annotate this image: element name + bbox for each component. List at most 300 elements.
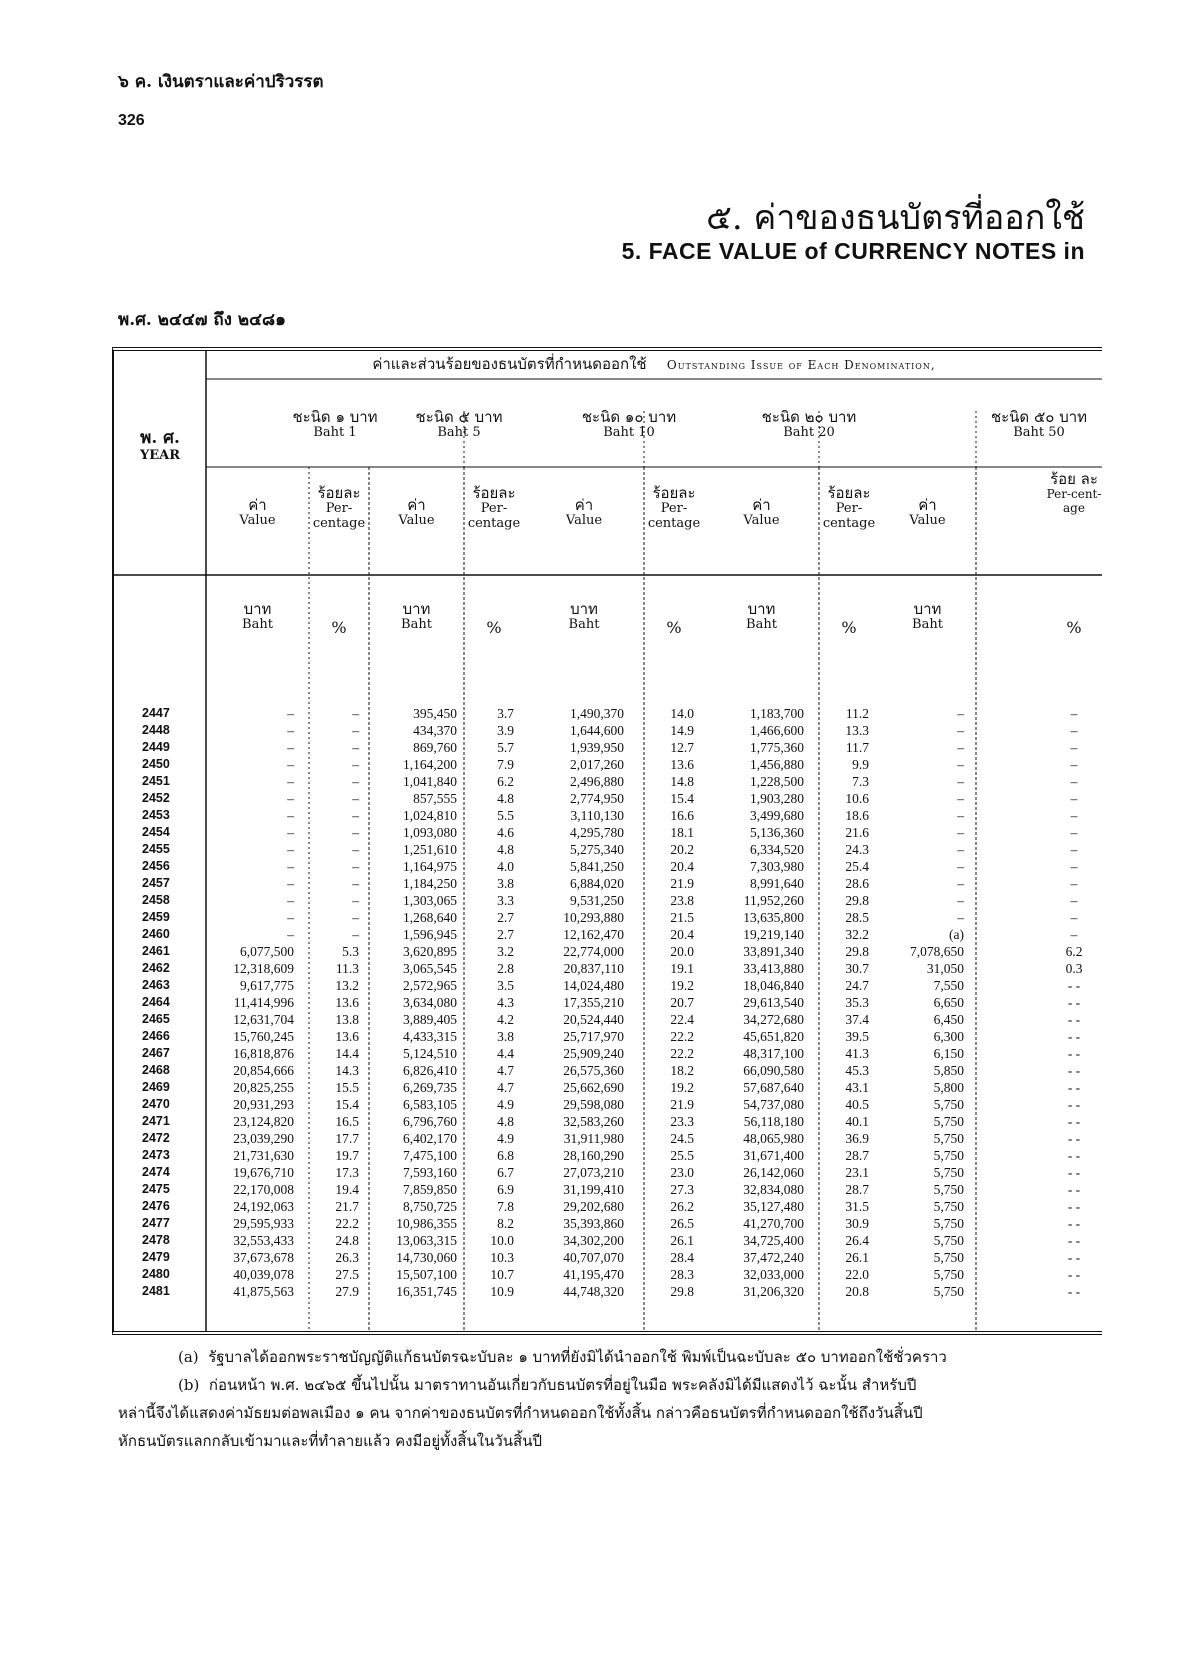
unit-thai: บาท <box>913 600 942 618</box>
value-header-eng: Value <box>398 513 435 529</box>
table-cell: - - <box>1067 1148 1081 1163</box>
table-cell: 3.2 <box>497 944 514 959</box>
table-cell: 29,613,540 <box>743 995 804 1010</box>
table-cell: 28.6 <box>845 876 869 891</box>
table-cell: 20.8 <box>845 1284 869 1299</box>
outstanding-header <box>206 355 1102 373</box>
unit-b50 <box>879 601 976 633</box>
table-cell: 10.0 <box>490 1233 514 1248</box>
table-cell: 28.7 <box>845 1182 869 1197</box>
table-cell: 21.7 <box>335 1199 359 1214</box>
table-cell: 1,184,250 <box>403 876 457 891</box>
table-cell: 41.3 <box>845 1046 869 1061</box>
table-cell: 5,275,340 <box>570 842 624 857</box>
table-cell: 17.3 <box>335 1165 359 1180</box>
unit-b20-pct: % <box>841 618 857 637</box>
table-cell: - - <box>1067 1080 1081 1095</box>
table-cell: – <box>1070 876 1078 891</box>
table-cell: 1,939,950 <box>570 740 624 755</box>
table-cell: 20,854,666 <box>233 1063 294 1078</box>
footnote-a-mark: (a) <box>178 1348 199 1366</box>
table-cell: 24,192,063 <box>233 1199 294 1214</box>
table-cell: – <box>957 910 964 925</box>
table-cell: 1,456,880 <box>750 757 804 772</box>
table-cell: 37,472,240 <box>743 1250 804 1265</box>
table-cell: 45.3 <box>845 1063 869 1078</box>
baht10-value-column <box>524 705 624 1300</box>
table-cell: 3.8 <box>497 876 514 891</box>
table-cell: – <box>1070 910 1078 925</box>
table-cell: 25.5 <box>670 1148 694 1163</box>
table-cell: 23,039,290 <box>233 1131 294 1146</box>
table-cell: 1,775,360 <box>750 740 804 755</box>
table-cell: 14.3 <box>335 1063 359 1078</box>
table-cell: – <box>352 774 359 789</box>
table-cell: 2473 <box>142 1148 170 1162</box>
table-cell: 1,903,280 <box>750 791 804 806</box>
b10-pct-header <box>644 485 704 532</box>
currency-notes-table <box>112 347 1102 1335</box>
table-cell: – <box>287 740 294 755</box>
table-cell: 15.5 <box>335 1080 359 1095</box>
table-cell: 16.5 <box>335 1114 359 1129</box>
year-header-thai: พ. ศ. <box>140 428 180 448</box>
table-cell: 20,825,255 <box>233 1080 294 1095</box>
table-cell: 1,228,500 <box>750 774 804 789</box>
table-cell: 11.7 <box>845 740 869 755</box>
table-cell: 36.9 <box>845 1131 869 1146</box>
table-cell: 7,475,100 <box>403 1148 457 1163</box>
table-cell: 2.7 <box>497 910 514 925</box>
table-cell: 22.2 <box>670 1046 694 1061</box>
table-cell: 1,183,700 <box>750 706 804 721</box>
table-cell: 5,750 <box>933 1250 964 1265</box>
table-cell: 2451 <box>142 774 170 788</box>
table-cell: 24.3 <box>845 842 869 857</box>
table-cell: 2472 <box>142 1131 170 1145</box>
table-cell: 35,393,860 <box>563 1216 624 1231</box>
unit-b5 <box>369 601 464 633</box>
table-cell: 13.6 <box>335 1029 359 1044</box>
table-cell: 9,617,775 <box>240 978 294 993</box>
table-cell: 5,136,360 <box>750 825 804 840</box>
table-cell: 28.4 <box>670 1250 694 1265</box>
denom-10-eng: Baht 10 <box>603 425 655 441</box>
table-cell: 3,620,895 <box>403 944 457 959</box>
footnote-b-text1: ก่อนหน้า พ.ศ. ๒๔๖๕ ขึ้นไปนั้น มาตราทานอันเกี่ยวกับธนบัตรที่อยู่ในมือ พระคลังมิได้มีแสดงไว้ ฉะนั้น สำหรับปี <box>208 1376 917 1394</box>
pct-header-thai: ร้อยละ <box>472 484 516 502</box>
table-cell: 18.6 <box>845 808 869 823</box>
table-cell: 16.6 <box>670 808 694 823</box>
table-cell: 2454 <box>142 825 170 839</box>
table-cell: 56,118,180 <box>743 1114 804 1129</box>
denom-1-thai: ชะนิด ๑ บาท <box>292 408 378 426</box>
table-cell: 7.8 <box>497 1199 514 1214</box>
table-cell: 6,884,020 <box>570 876 624 891</box>
year-header-eng: YEAR <box>139 447 181 463</box>
table-cell: – <box>352 893 359 908</box>
page-number: 326 <box>118 112 145 129</box>
table-cell: – <box>287 774 294 789</box>
table-cell: 40.1 <box>845 1114 869 1129</box>
table-cell: 28.7 <box>845 1148 869 1163</box>
table-cell: 6,150 <box>933 1046 964 1061</box>
table-cell: 26.1 <box>845 1250 869 1265</box>
table-cell: 5,750 <box>933 1182 964 1197</box>
table-cell: 10.3 <box>490 1250 514 1265</box>
table-cell: 2463 <box>142 978 170 992</box>
table-cell: 24.5 <box>670 1131 694 1146</box>
table-cell: (a) <box>949 927 964 942</box>
table-cell: 1,041,840 <box>403 774 457 789</box>
table-cell: 10.7 <box>490 1267 514 1282</box>
table-cell: 29,595,933 <box>233 1216 294 1231</box>
table-cell: 41,270,700 <box>743 1216 804 1231</box>
table-cell: 41,195,470 <box>563 1267 624 1282</box>
table-cell: 20.4 <box>670 927 694 942</box>
table-cell: – <box>352 876 359 891</box>
table-cell: 10.9 <box>490 1284 514 1299</box>
table-cell: - - <box>1067 1097 1081 1112</box>
table-cell: 24.7 <box>845 978 869 993</box>
table-cell: 2450 <box>142 757 170 771</box>
table-cell: 2448 <box>142 723 170 737</box>
value-header-eng: Value <box>565 513 603 529</box>
b1-pct-header <box>309 485 369 532</box>
table-cell: – <box>1070 740 1078 755</box>
table-cell: – <box>287 876 294 891</box>
value-header-eng: Value <box>909 513 946 529</box>
unit-b10 <box>524 601 644 633</box>
table-cell: 2481 <box>142 1284 170 1298</box>
table-cell: 31.5 <box>845 1199 869 1214</box>
table-cell: – <box>1070 723 1078 738</box>
table-cell: 8.2 <box>497 1216 514 1231</box>
denom-5-thai: ชะนิด ๕ บาท <box>415 408 503 426</box>
table-cell: 31,050 <box>926 961 964 976</box>
table-cell: 2476 <box>142 1199 170 1213</box>
table-cell: 20.0 <box>670 944 694 959</box>
table-cell: 2453 <box>142 808 170 822</box>
table-cell: 1,164,200 <box>403 757 457 772</box>
b50-value-header <box>879 497 976 529</box>
table-cell: 22.4 <box>670 1012 694 1027</box>
footnote-b-line3: หักธนบัตรแลกกลับเข้ามาและที่ทำลายแล้ว คงมีอยู่ทั้งสิ้นในวันสิ้นปี <box>118 1432 542 1450</box>
table-cell: 19.2 <box>670 1080 694 1095</box>
table-cell: 2447 <box>142 706 170 720</box>
table-cell: – <box>352 740 359 755</box>
table-cell: - - <box>1067 978 1081 993</box>
table-cell: 4.2 <box>497 1012 514 1027</box>
denom-50-thai: ชะนิด ๕๐ บาท <box>990 408 1088 426</box>
table-cell: – <box>1070 893 1078 908</box>
table-cell: 28.5 <box>845 910 869 925</box>
table-cell: – <box>287 825 294 840</box>
table-cell: - - <box>1067 1046 1081 1061</box>
table-cell: 19.4 <box>335 1182 359 1197</box>
table-cell: – <box>957 791 964 806</box>
table-cell: 16,818,876 <box>233 1046 294 1061</box>
table-cell: 1,093,080 <box>403 825 457 840</box>
table-cell: 869,760 <box>413 740 457 755</box>
table-cell: 21.5 <box>670 910 694 925</box>
table-cell: 2479 <box>142 1250 170 1264</box>
table-cell: 7.3 <box>852 774 869 789</box>
table-cell: 11,952,260 <box>743 893 804 908</box>
table-cell: – <box>352 859 359 874</box>
table-cell: 10,293,880 <box>563 910 624 925</box>
table-cell: 26.4 <box>845 1233 869 1248</box>
table-cell: 23.1 <box>845 1165 869 1180</box>
table-cell: 33,891,340 <box>743 944 804 959</box>
unit-eng: Baht <box>568 617 600 633</box>
table-cell: 27.9 <box>335 1284 359 1299</box>
table-cell: 6,402,170 <box>403 1131 457 1146</box>
year-column <box>142 705 192 1300</box>
baht1-value-column <box>206 705 294 1300</box>
table-cell: – <box>287 723 294 738</box>
value-header-thai: ค่า <box>918 496 937 514</box>
table-cell: – <box>352 757 359 772</box>
table-cell: 28,160,290 <box>563 1148 624 1163</box>
table-cell: 13.3 <box>845 723 869 738</box>
table-cell: 1,268,640 <box>403 910 457 925</box>
table-cell: 6,269,735 <box>403 1080 457 1095</box>
unit-eng: Baht <box>746 617 777 633</box>
table-cell: 6.2 <box>1065 944 1083 959</box>
table-cell: 7.9 <box>497 757 514 772</box>
table-cell: 3,634,080 <box>403 995 457 1010</box>
table-cell: 6.9 <box>497 1182 514 1197</box>
table-cell: 14,024,480 <box>563 978 624 993</box>
table-cell: 2456 <box>142 859 170 873</box>
table-cell: 11.3 <box>335 961 359 976</box>
table-cell: 6,300 <box>933 1029 964 1044</box>
table-cell: 4,295,780 <box>570 825 624 840</box>
table-cell: 6,796,760 <box>403 1114 457 1129</box>
table-cell: 2,496,880 <box>570 774 624 789</box>
table-cell: – <box>352 723 359 738</box>
table-cell: 23,124,820 <box>233 1114 294 1129</box>
table-cell: 25,717,970 <box>563 1029 624 1044</box>
table-cell: 5,750 <box>933 1114 964 1129</box>
table-cell: - - <box>1067 995 1081 1010</box>
b1-value-header <box>206 497 309 529</box>
table-cell: 12.7 <box>670 740 694 755</box>
table-cell: 2464 <box>142 995 170 1009</box>
pct-header-eng-last: Per-cent-age <box>1046 487 1102 516</box>
table-cell: 1,024,810 <box>403 808 457 823</box>
table-cell: 18.1 <box>670 825 694 840</box>
table-cell: 6,450 <box>933 1012 964 1027</box>
footnote-a-text: รัฐบาลได้ออกพระราชบัญญัติแก้ธนบัตรฉะบับละ ๑ บาทที่ยังมิได้นำออกใช้ พิมพ์เป็นฉะบับละ ๕๐ บาทออกใช้ชั่วคราว <box>208 1348 947 1366</box>
table-cell: 23.8 <box>670 893 694 908</box>
table-cell: – <box>957 723 964 738</box>
table-cell: – <box>352 825 359 840</box>
table-cell: - - <box>1067 1233 1081 1248</box>
table-cell: 40,039,078 <box>233 1267 294 1282</box>
value-header-eng: Value <box>743 513 780 529</box>
table-cell: 31,199,410 <box>563 1182 624 1197</box>
table-cell: 20.2 <box>670 842 694 857</box>
table-cell: 1,644,600 <box>570 723 624 738</box>
table-cell: 22.0 <box>845 1267 869 1282</box>
table-cell: 8,991,640 <box>750 876 804 891</box>
table-cell: 1,164,975 <box>403 859 457 874</box>
table-cell: - - <box>1067 1063 1081 1078</box>
table-cell: 44,748,320 <box>563 1284 624 1299</box>
table-cell: 37,673,678 <box>233 1250 294 1265</box>
table-cell: 1,251,610 <box>403 842 457 857</box>
table-cell: 11.2 <box>845 706 869 721</box>
table-cell: 22,774,000 <box>563 944 624 959</box>
table-cell: - - <box>1067 1029 1081 1044</box>
table-cell: 19.7 <box>335 1148 359 1163</box>
table-cell: 3.9 <box>497 723 514 738</box>
table-cell: – <box>287 808 294 823</box>
table-cell: - - <box>1067 1250 1081 1265</box>
b20-pct-header <box>819 485 879 532</box>
unit-eng: Baht <box>401 617 432 633</box>
table-cell: 2,017,260 <box>570 757 624 772</box>
pct-header-eng: Per-centage <box>647 501 701 532</box>
table-cell: 34,272,680 <box>743 1012 804 1027</box>
value-header-thai: ค่า <box>574 496 594 514</box>
table-cell: 1,303,065 <box>403 893 457 908</box>
baht20-value-column <box>704 705 804 1300</box>
table-cell: 2,774,950 <box>570 791 624 806</box>
baht1-pct-column <box>309 705 359 1300</box>
table-cell: 10.6 <box>845 791 869 806</box>
pct-header-eng: Per-centage <box>467 501 521 532</box>
table-cell: 31,206,320 <box>743 1284 804 1299</box>
table-cell: – <box>287 757 294 772</box>
table-cell: 21.9 <box>670 1097 694 1112</box>
table-cell: 13,635,800 <box>743 910 804 925</box>
table-cell: 9.9 <box>852 757 869 772</box>
table-cell: 5,750 <box>933 1131 964 1146</box>
table-cell: 4.0 <box>497 859 514 874</box>
denom-10-thai: ชะนิด ๑๐ บาท <box>581 408 677 426</box>
table-cell: 3.5 <box>497 978 514 993</box>
table-cell: 66,090,580 <box>743 1063 804 1078</box>
pct-header-eng: Per-centage <box>312 501 366 532</box>
table-cell: – <box>352 927 359 942</box>
table-cell: 2462 <box>142 961 170 975</box>
table-cell: 2459 <box>142 910 170 924</box>
table-cell: 13.6 <box>670 757 694 772</box>
table-cell: 25,662,690 <box>563 1080 624 1095</box>
table-cell: – <box>1070 825 1078 840</box>
table-cell: 14.9 <box>670 723 694 738</box>
table-cell: – <box>957 842 964 857</box>
table-cell: 2461 <box>142 944 170 958</box>
table-cell: 14.0 <box>670 706 694 721</box>
table-cell: - - <box>1067 1012 1081 1027</box>
table-cell: 22.2 <box>670 1029 694 1044</box>
table-cell: 39.5 <box>845 1029 869 1044</box>
table-cell: – <box>287 859 294 874</box>
table-cell: 12,318,609 <box>233 961 294 976</box>
table-cell: 3.8 <box>497 1029 514 1044</box>
table-cell: 25.4 <box>845 859 869 874</box>
value-header-thai: ค่า <box>752 496 771 514</box>
value-header-eng: Value <box>239 513 276 529</box>
table-cell: – <box>1070 757 1078 772</box>
table-cell: – <box>1070 706 1078 721</box>
table-cell: 3,065,545 <box>403 961 457 976</box>
table-cell: 2452 <box>142 791 170 805</box>
table-cell: 2.8 <box>497 961 514 976</box>
table-cell: 5,750 <box>933 1233 964 1248</box>
table-cell: 2477 <box>142 1216 170 1230</box>
table-cell: – <box>352 791 359 806</box>
table-cell: 7,550 <box>933 978 964 993</box>
table-cell: 2474 <box>142 1165 170 1179</box>
denom-20-eng: Baht 20 <box>783 425 835 441</box>
table-cell: - - <box>1067 1165 1081 1180</box>
outstanding-header-eng: Outstanding Issue of Each Denomination, <box>666 358 936 372</box>
table-cell: 3,499,680 <box>750 808 804 823</box>
table-cell: 4.6 <box>497 825 514 840</box>
table-cell: 21,731,630 <box>233 1148 294 1163</box>
table-cell: 20,524,440 <box>563 1012 624 1027</box>
table-cell: 3,110,130 <box>570 808 624 823</box>
table-cell: 23.3 <box>670 1114 694 1129</box>
b10-value-header <box>524 497 644 529</box>
unit-b50-pct: % <box>1066 618 1082 637</box>
table-cell: 20.4 <box>670 859 694 874</box>
pct-header-thai: ร้อยละ <box>317 484 361 502</box>
unit-b10-pct: % <box>666 618 682 637</box>
table-cell: 29.8 <box>845 893 869 908</box>
unit-eng: Baht <box>242 617 273 633</box>
table-cell: 30.9 <box>845 1216 869 1231</box>
table-cell: 15.4 <box>670 791 694 806</box>
baht20-pct-column <box>819 705 869 1300</box>
outstanding-header-thai: ค่าและส่วนร้อยของธนบัตรที่กำหนดออกใช้ <box>372 355 647 373</box>
table-cell: 7,303,980 <box>750 859 804 874</box>
table-cell: 2460 <box>142 927 170 941</box>
table-cell: 6.7 <box>497 1165 514 1180</box>
table-cell: 13.2 <box>335 978 359 993</box>
table-cell: - - <box>1067 1267 1081 1282</box>
table-cell: 5,750 <box>933 1165 964 1180</box>
baht50-value-column <box>879 705 964 1300</box>
table-cell: 4.7 <box>497 1080 514 1095</box>
footnote-b-line1 <box>178 1372 916 1398</box>
table-cell: 4.3 <box>497 995 514 1010</box>
table-cell: 32,583,260 <box>563 1114 624 1129</box>
table-cell: 5,124,510 <box>403 1046 457 1061</box>
table-cell: – <box>287 927 294 942</box>
table-cell: 5,750 <box>933 1284 964 1299</box>
table-cell: 28.3 <box>670 1267 694 1282</box>
table-cell: 10,986,355 <box>396 1216 457 1231</box>
table-cell: 20.7 <box>670 995 694 1010</box>
table-cell: 14,730,060 <box>396 1250 457 1265</box>
table-cell: 29.8 <box>845 944 869 959</box>
table-cell: 13,063,315 <box>396 1233 457 1248</box>
table-cell: – <box>957 706 964 721</box>
table-cell: 48,065,980 <box>743 1131 804 1146</box>
unit-thai: บาท <box>570 600 598 618</box>
table-cell: 5,841,250 <box>570 859 624 874</box>
table-cell: – <box>1070 774 1078 789</box>
table-cell: 13.6 <box>335 995 359 1010</box>
table-cell: 20,837,110 <box>563 961 624 976</box>
pct-header-eng: Per-centage <box>822 501 876 532</box>
